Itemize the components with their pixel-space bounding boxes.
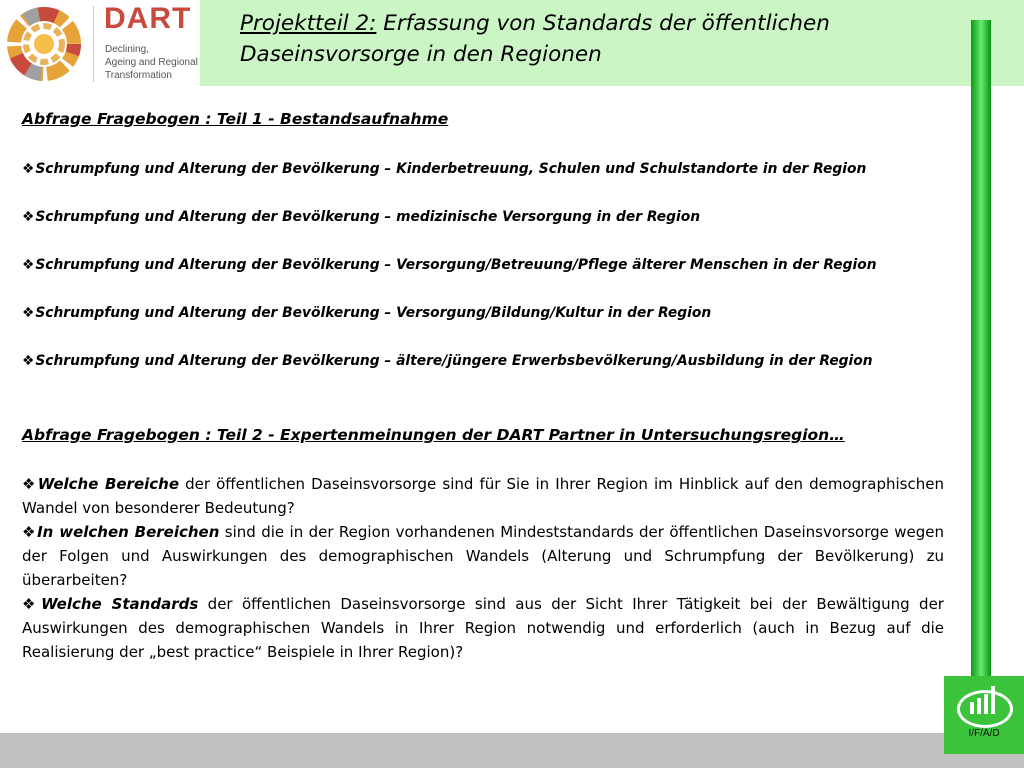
part2-question <box>22 520 944 592</box>
bullet-text: Schrumpfung und Alterung der Bevölkerung – medizinische Versorgung in der Region <box>35 209 701 225</box>
bullet-text: Schrumpfung und Alterung der Bevölkerung – Versorgung/Betreuung/Pflege älterer Menschen in der Region <box>35 257 877 273</box>
part1-bullet <box>22 209 700 225</box>
bullet-diamond-icon: ❖ <box>22 161 35 177</box>
bullet-diamond-icon: ❖ <box>22 305 35 321</box>
ifad-logo <box>944 676 1024 754</box>
dart-logo <box>0 0 200 86</box>
question-text: der öffentlichen Daseinsvorsorge sind für Sie in Ihrer Region im Hinblick auf den demographischen Wandel von besonderer Bedeutung? <box>22 475 944 517</box>
logo-subtitle <box>105 43 200 82</box>
question-text: der öffentlichen Daseinsvorsorge sind aus der Sicht Ihrer Tätigkeit bei der Bewältigung der Auswirkungen des demographischen Wandels in Ihrer Region notwendig und erforderlich (auch in Bezug auf die Realisierung der „best practice“ Beispiele in Ihrer Region)? <box>22 595 944 661</box>
green-accent-bar <box>971 20 991 768</box>
question-lead: In welchen Bereichen <box>37 523 220 541</box>
part1-bullet <box>22 161 866 177</box>
logo-divider <box>93 6 94 82</box>
part1-bullet <box>22 353 873 369</box>
slide-title <box>240 8 960 70</box>
footer-strip <box>0 733 1024 768</box>
logo-wordmark: DART <box>104 2 192 35</box>
bullet-diamond-icon: ❖ <box>22 257 35 273</box>
part2-question <box>22 592 944 664</box>
logo-subtitle-line: Declining, <box>105 44 149 55</box>
part2-question <box>22 472 944 520</box>
question-lead: Welche Standards <box>41 595 199 613</box>
bullet-diamond-icon: ❖ <box>22 595 41 613</box>
logo-subtitle-line: Ageing and Regional <box>105 57 198 68</box>
part2-heading: Abfrage Fragebogen : Teil 2 - Expertenmeinungen der DART Partner in Untersuchungsregion… <box>22 426 845 444</box>
bullet-text: Schrumpfung und Alterung der Bevölkerung – ältere/jüngere Erwerbsbevölkerung/Ausbildung in der Region <box>35 353 873 369</box>
part1-heading: Abfrage Fragebogen : Teil 1 - Bestandsaufnahme <box>22 110 449 128</box>
question-lead: Welche Bereiche <box>37 475 180 493</box>
question-text: sind die in der Region vorhandenen Mindeststandards der öffentlichen Daseinsvorsorge wegen der Folgen und Auswirkungen des demographischen Wandels (Alterung und Schrumpfung der Bevölkerung) zu überarbeiten? <box>22 523 945 589</box>
slide-title-rest: Erfassung von Standards der öffentlichen Daseinsvorsorge in den Regionen <box>240 11 830 67</box>
bullet-text: Schrumpfung und Alterung der Bevölkerung – Kinderbetreuung, Schulen und Schulstandorte in der Region <box>35 161 867 177</box>
bullet-diamond-icon: ❖ <box>22 523 37 541</box>
logo-subtitle-line: Transformation <box>105 70 172 81</box>
dart-ring-icon <box>4 4 84 84</box>
bullet-text: Schrumpfung und Alterung der Bevölkerung – Versorgung/Bildung/Kultur in der Region <box>35 305 712 321</box>
bar-chart-icon <box>970 686 1000 716</box>
bullet-diamond-icon: ❖ <box>22 353 35 369</box>
part1-bullet <box>22 257 877 273</box>
part1-bullet <box>22 305 711 321</box>
bullet-diamond-icon: ❖ <box>22 475 37 493</box>
bullet-diamond-icon: ❖ <box>22 209 35 225</box>
ifad-label: I/F/A/D <box>968 728 1000 739</box>
slide-title-lead: Projektteil 2: <box>240 11 377 36</box>
